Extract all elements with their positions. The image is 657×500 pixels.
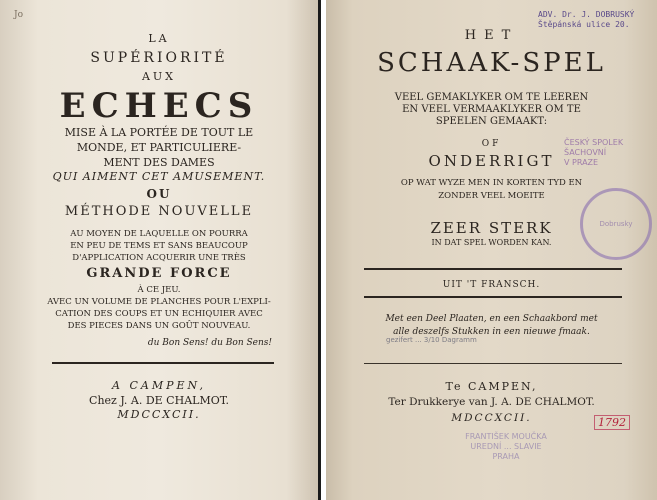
ou-line: OU [146, 187, 172, 201]
club-stamp-line: ČESKÝ SPOLEK ŠACHOVNÍ [564, 138, 624, 157]
au-moyen-line: AU MOYEN DE LAQUELLE ON POURRA [70, 229, 248, 239]
title-superiorite: SUPÉRIORITÉ [90, 50, 228, 66]
owner-stamp-line: Štěpánská ulice 20. [538, 20, 630, 29]
op-wat-line: OP WAT WYZE MEN IN KORTEN TYD EN [400, 178, 583, 188]
of-line: OF [481, 139, 502, 149]
divider-rule [364, 296, 622, 298]
manuscript-note: gezifert ... 3/10 Dagramm [386, 336, 477, 344]
subtitle-line: SPEELEN GEMAAKT: [435, 116, 548, 127]
bon-sens-motto: du Bon Sens! du Bon Sens! [147, 338, 272, 348]
imprint-year: MDCCXCII. [117, 408, 201, 421]
imprint-year: MDCCXCII. [451, 412, 532, 424]
bottom-stamp-line: PRAHA [492, 452, 520, 461]
owner-stamp [538, 10, 634, 30]
club-stamp-line: V PRAZE [564, 158, 599, 167]
round-stamp [580, 188, 652, 260]
title-schaakspel: SCHAAK-SPEL [377, 48, 606, 78]
avec-line: DES PIECES DANS UN GOÛT NOUVEAU. [67, 321, 251, 331]
subtitle-line: MENT DES DAMES [103, 156, 215, 169]
left-page [0, 0, 321, 500]
op-wat-line: ZONDER VEEL MOEITE [438, 191, 545, 201]
bottom-stamp-line: FRANTIŠEK MOUČKA [465, 432, 547, 441]
uit-fransch-line: UIT 'T FRANSCH. [442, 280, 541, 290]
subtitle-line: MISE À LA PORTÉE DE TOUT LE [64, 126, 254, 139]
title-la: LA [148, 32, 170, 45]
zeer-sterk-line: ZEER STERK [430, 219, 553, 237]
owner-stamp-line: ADV. Dr. J. DOBRUSKÝ [538, 10, 635, 19]
round-stamp-text: Dobrusky [599, 220, 633, 228]
right-page [326, 0, 657, 500]
met-line: Met een Deel Plaaten, en een Schaakbord met [385, 314, 598, 324]
met-line: alle deszelfs Stukken in een nieuwe fmaak. [393, 327, 590, 337]
subtitle-line: MONDE, ET PARTICULIERE- [76, 141, 242, 154]
imprint-place: A CAMPEN, [112, 379, 206, 392]
a-ce-jeu-line: À CE JEU. [137, 285, 181, 295]
imprint-publisher: Ter Drukkerye van J. A. DE CHALMOT. [388, 396, 595, 408]
methode-line: MÉTHODE NOUVELLE [64, 204, 254, 219]
au-moyen-line: D'APPLICATION ACQUERIR UNE TRÈS [72, 253, 246, 263]
imprint-place: Te CAMPEN, [445, 380, 538, 393]
title-echecs: ECHECS [59, 86, 259, 126]
handwritten-year: 1792 [594, 415, 630, 430]
imprint-publisher: Chez J. A. DE CHALMOT. [89, 394, 229, 407]
bottom-stamp [436, 432, 576, 462]
divider-rule [364, 268, 622, 270]
bottom-stamp-line: UREDNÍ ... SLAVIE [470, 442, 542, 451]
grande-force-line: GRANDE FORCE [86, 266, 232, 281]
avec-line: AVEC UN VOLUME DE PLANCHES POUR L'EXPLI- [47, 297, 271, 307]
subtitle-line: VEEL GEMAKLYKER OM TE LEEREN [394, 92, 589, 103]
avec-line: CATION DES COUPS ET UN ECHIQUIER AVEC [55, 309, 263, 319]
in-dat-spel-line: IN DAT SPEL WORDEN KAN. [431, 238, 552, 247]
divider-rule [52, 362, 274, 364]
title-aux: AUX [141, 70, 177, 83]
qui-aiment-line: QUI AIMENT CET AMUSEMENT. [52, 170, 266, 183]
au-moyen-line: EN PEU DE TEMS ET SANS BEAUCOUP [70, 241, 248, 251]
corner-mark: Jo [14, 10, 24, 20]
title-het: HET [464, 28, 519, 43]
divider-rule [364, 363, 622, 364]
subtitle-line: EN VEEL VERMAAKLYKER OM TE [402, 104, 581, 115]
onderrigt-line: ONDERRIGT [428, 152, 555, 170]
